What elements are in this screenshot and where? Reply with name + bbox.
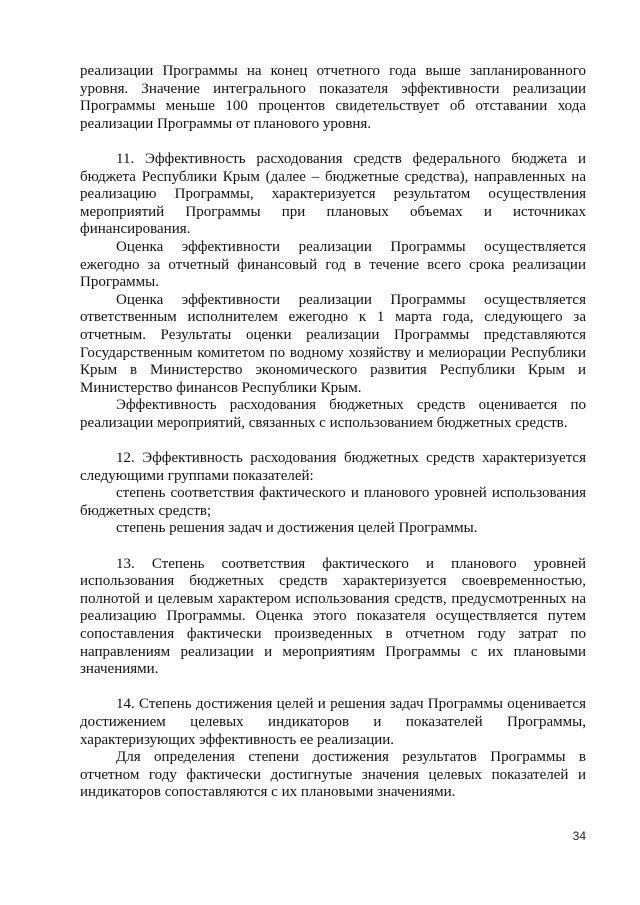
spacer xyxy=(80,133,586,151)
paragraph-results-determination: Для определения степени достижения результатов Программы в отчетном году фактически достигнутые значения целевых показателей и индикаторов сопоставляются с их плановыми значениями. xyxy=(80,749,586,801)
paragraph-13: 13. Степень соответствия фактического и планового уровней использования бюджетных средств характеризуется своевременностью, полнотой и целевым характером использования средств, предусмотренных на реализацию Программы. Оценка этого показателя осуществляется путем сопоставления фактически произведенных в отчетном году затрат по направлениям реализации и мероприятиям Программы с их плановыми значениями. xyxy=(80,555,586,678)
spacer xyxy=(80,432,586,450)
spacer xyxy=(80,538,586,556)
paragraph-14: 14. Степень достижения целей и решения задач Программы оценивается достижением целевых индикаторов и показателей Программы, характеризующих эффективность ее реализации. xyxy=(80,696,586,748)
indicator-group-2: степень решения задач и достижения целей Программы. xyxy=(116,520,478,537)
paragraph-assessment-annual: Оценка эффективности реализации Программы осуществляется ежегодно за отчетный финансовый год в течение всего срока реализации Программы. xyxy=(80,238,586,291)
spacer xyxy=(80,679,586,697)
paragraph-11: 11. Эффективность расходования средств федерального бюджета и бюджета Республики Крым (далее – бюджетные средства), направленных на реализацию Программы, характеризуется результатом осуществления мероприятий Программы при плановых объемах и источниках финансирования. xyxy=(80,150,586,238)
document-body xyxy=(80,63,586,802)
paragraph-assessment-executor: Оценка эффективности реализации Программы осуществляется ответственным исполнителем ежегодно к 1 марта года, следующего за отчетным. Результаты оценки реализации Программы представляются Государственным комитетом по водному хозяйству и мелиорации Республики Крым в Министерство экономического развития Республики Крым и Министерство финансов Республики Крым. xyxy=(80,291,586,396)
paragraph-continuation: реализации Программы на конец отчетного года выше запланированного уровня. Значение интегрального показателя эффективности реализации Программы меньше 100 процентов свидетельствует об отставании хода реализации Программы от планового уровня. xyxy=(80,63,586,132)
page-number: 34 xyxy=(572,829,586,843)
paragraph-12: 12. Эффективность расходования бюджетных средств характеризуется следующими группами показателей: xyxy=(80,450,586,484)
indicator-group-1: степень соответствия фактического и планового уровней использования бюджетных средств; xyxy=(80,485,586,519)
paragraph-efficiency-spending: Эффективность расходования бюджетных средств оценивается по реализации мероприятий, связанных с использованием бюджетных средств. xyxy=(80,397,586,431)
